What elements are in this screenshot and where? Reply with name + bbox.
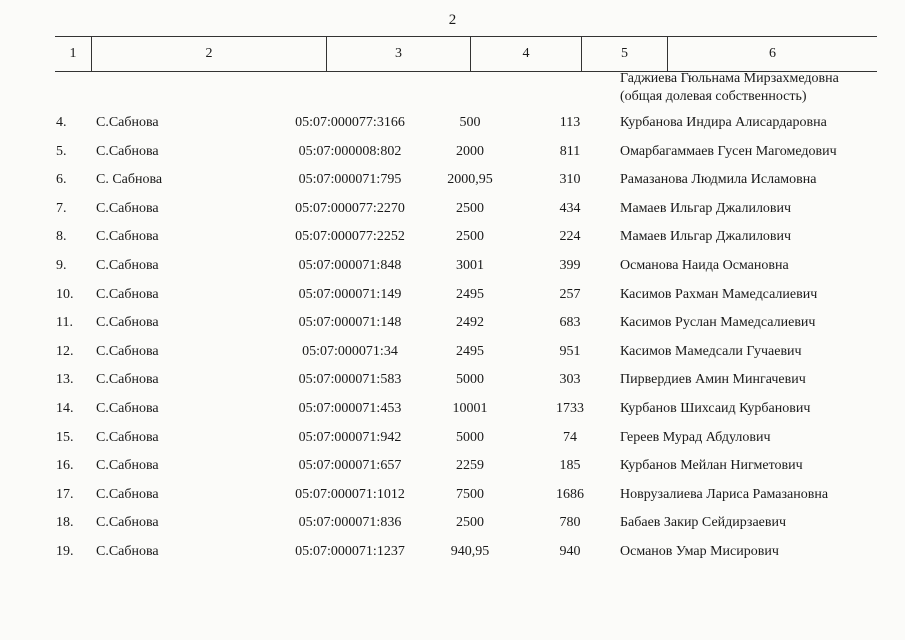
row-locality: С.Сабнова [96, 200, 159, 216]
continuation-owner [620, 70, 839, 106]
row-value: 683 [559, 315, 581, 331]
table-body [0, 115, 905, 573]
row-cadastral-number: 05:07:000071:942 [298, 429, 402, 445]
table-row [0, 144, 905, 173]
column-header-2: 2 [92, 37, 327, 71]
row-value: 303 [559, 372, 581, 388]
column-header-1: 1 [55, 37, 92, 71]
row-cadastral-number: 05:07:000071:148 [298, 315, 402, 331]
table-row [0, 172, 905, 201]
row-locality: С.Сабнова [96, 486, 159, 502]
table-row [0, 315, 905, 344]
row-area: 5000 [456, 429, 484, 445]
row-owner: Османова Наида Османовна [620, 257, 789, 273]
table-row [0, 229, 905, 258]
row-area: 2495 [456, 343, 484, 359]
row-cadastral-number: 05:07:000077:2252 [295, 229, 405, 245]
table-row [0, 430, 905, 459]
table-row [0, 515, 905, 544]
row-owner: Курбанова Индира Алисардаровна [620, 115, 827, 130]
row-locality: С.Сабнова [96, 543, 159, 559]
row-cadastral-number: 05:07:000077:2270 [295, 200, 405, 216]
row-area: 2492 [456, 315, 484, 331]
row-owner: Омарбагаммаев Гусен Магомедович [620, 143, 837, 159]
column-header-6: 6 [769, 46, 776, 61]
table-row [0, 115, 905, 144]
column-header-4: 4 [471, 37, 582, 71]
row-area: 3001 [456, 257, 484, 273]
page-number: 2 [448, 12, 457, 28]
row-value: 940 [559, 543, 581, 559]
row-locality: С.Сабнова [96, 429, 159, 445]
row-number: 9. [56, 257, 67, 273]
row-owner: Касимов Руслан Мамедсалиевич [620, 315, 816, 331]
row-value: 74 [563, 429, 577, 445]
row-value: 811 [559, 143, 581, 159]
row-owner: Курбанов Мейлан Нигметович [620, 458, 803, 474]
table-row [0, 544, 905, 573]
row-number: 10. [56, 286, 74, 302]
row-number: 4. [56, 115, 67, 130]
row-area: 5000 [456, 372, 484, 388]
row-owner: Мамаев Ильгар Джалилович [620, 200, 792, 216]
row-locality: С.Сабнова [96, 257, 159, 273]
continuation-line-1: Гаджиева Гюльнама Мирзахмедовна [620, 71, 839, 86]
table-row [0, 458, 905, 487]
row-number: 18. [56, 515, 74, 531]
row-cadastral-number: 05:07:000071:34 [302, 343, 398, 359]
row-number: 15. [56, 429, 74, 445]
row-number: 12. [56, 343, 74, 359]
row-owner: Новрузалиева Лариса Рамазановна [620, 486, 829, 502]
row-cadastral-number: 05:07:000077:3166 [295, 115, 405, 130]
row-value: 951 [559, 343, 581, 359]
row-cadastral-number: 05:07:000071:1012 [295, 486, 405, 502]
continuation-line-2: (общая долевая собственность) [620, 89, 807, 104]
row-owner: Мамаев Ильгар Джалилович [620, 229, 792, 245]
row-area: 2000,95 [447, 172, 493, 188]
row-area: 2000 [456, 143, 484, 159]
row-owner: Бабаев Закир Сейдирзаевич [620, 515, 787, 531]
row-value: 1686 [556, 486, 584, 502]
row-cadastral-number: 05:07:000008:802 [298, 143, 402, 159]
row-locality: С.Сабнова [96, 229, 159, 245]
table-row [0, 372, 905, 401]
row-value: 257 [559, 286, 581, 302]
row-owner: Курбанов Шихсаид Курбанович [620, 400, 811, 416]
row-owner: Пирвердиев Амин Мингачевич [620, 372, 806, 388]
row-owner: Рамазанова Людмила Исламовна [620, 172, 817, 188]
row-owner: Гереев Мурад Абдулович [620, 429, 771, 445]
row-value: 224 [559, 229, 581, 245]
row-value: 1733 [556, 400, 584, 416]
table-row [0, 287, 905, 316]
row-locality: С. Сабнова [96, 172, 163, 188]
row-locality: С.Сабнова [96, 143, 159, 159]
row-cadastral-number: 05:07:000071:149 [298, 286, 402, 302]
row-area: 940,95 [450, 543, 490, 559]
row-area: 2500 [456, 200, 484, 216]
row-cadastral-number: 05:07:000071:453 [298, 400, 402, 416]
table-row [0, 258, 905, 287]
row-area: 7500 [456, 486, 484, 502]
row-number: 19. [56, 543, 74, 559]
row-area: 10001 [452, 400, 488, 416]
row-locality: С.Сабнова [96, 343, 159, 359]
row-value: 113 [559, 115, 581, 130]
row-area: 500 [459, 115, 481, 130]
row-cadastral-number: 05:07:000071:583 [298, 372, 402, 388]
row-area: 2500 [456, 515, 484, 531]
row-owner: Касимов Рахман Мамедсалиевич [620, 286, 818, 302]
row-locality: С.Сабнова [96, 400, 159, 416]
row-cadastral-number: 05:07:000071:795 [298, 172, 402, 188]
row-cadastral-number: 05:07:000071:657 [298, 458, 402, 474]
row-owner: Османов Умар Мисирович [620, 543, 779, 559]
row-locality: С.Сабнова [96, 115, 159, 130]
row-area: 2495 [456, 286, 484, 302]
table-row [0, 344, 905, 373]
row-value: 310 [559, 172, 581, 188]
row-number: 17. [56, 486, 74, 502]
row-number: 7. [56, 200, 67, 216]
row-value: 399 [559, 257, 581, 273]
table-header [55, 36, 877, 72]
row-value: 434 [559, 200, 581, 216]
row-area: 2500 [456, 229, 484, 245]
row-value: 185 [559, 458, 581, 474]
row-value: 780 [559, 515, 581, 531]
row-locality: С.Сабнова [96, 286, 159, 302]
table-row [0, 487, 905, 516]
column-header-5: 5 [582, 37, 668, 71]
table-row [0, 201, 905, 230]
table-row [0, 401, 905, 430]
row-number: 8. [56, 229, 67, 245]
row-number: 16. [56, 458, 74, 474]
row-locality: С.Сабнова [96, 372, 159, 388]
row-cadastral-number: 05:07:000071:1237 [295, 543, 405, 559]
row-number: 6. [56, 172, 67, 188]
row-number: 14. [56, 400, 74, 416]
row-area: 2259 [456, 458, 484, 474]
row-cadastral-number: 05:07:000071:836 [298, 515, 402, 531]
row-locality: С.Сабнова [96, 515, 159, 531]
row-cadastral-number: 05:07:000071:848 [298, 257, 402, 273]
row-locality: С.Сабнова [96, 315, 159, 331]
row-number: 5. [56, 143, 67, 159]
column-header-3: 3 [327, 37, 471, 71]
row-number: 11. [56, 315, 73, 331]
row-owner: Касимов Мамедсали Гучаевич [620, 343, 802, 359]
row-locality: С.Сабнова [96, 458, 159, 474]
row-number: 13. [56, 372, 74, 388]
